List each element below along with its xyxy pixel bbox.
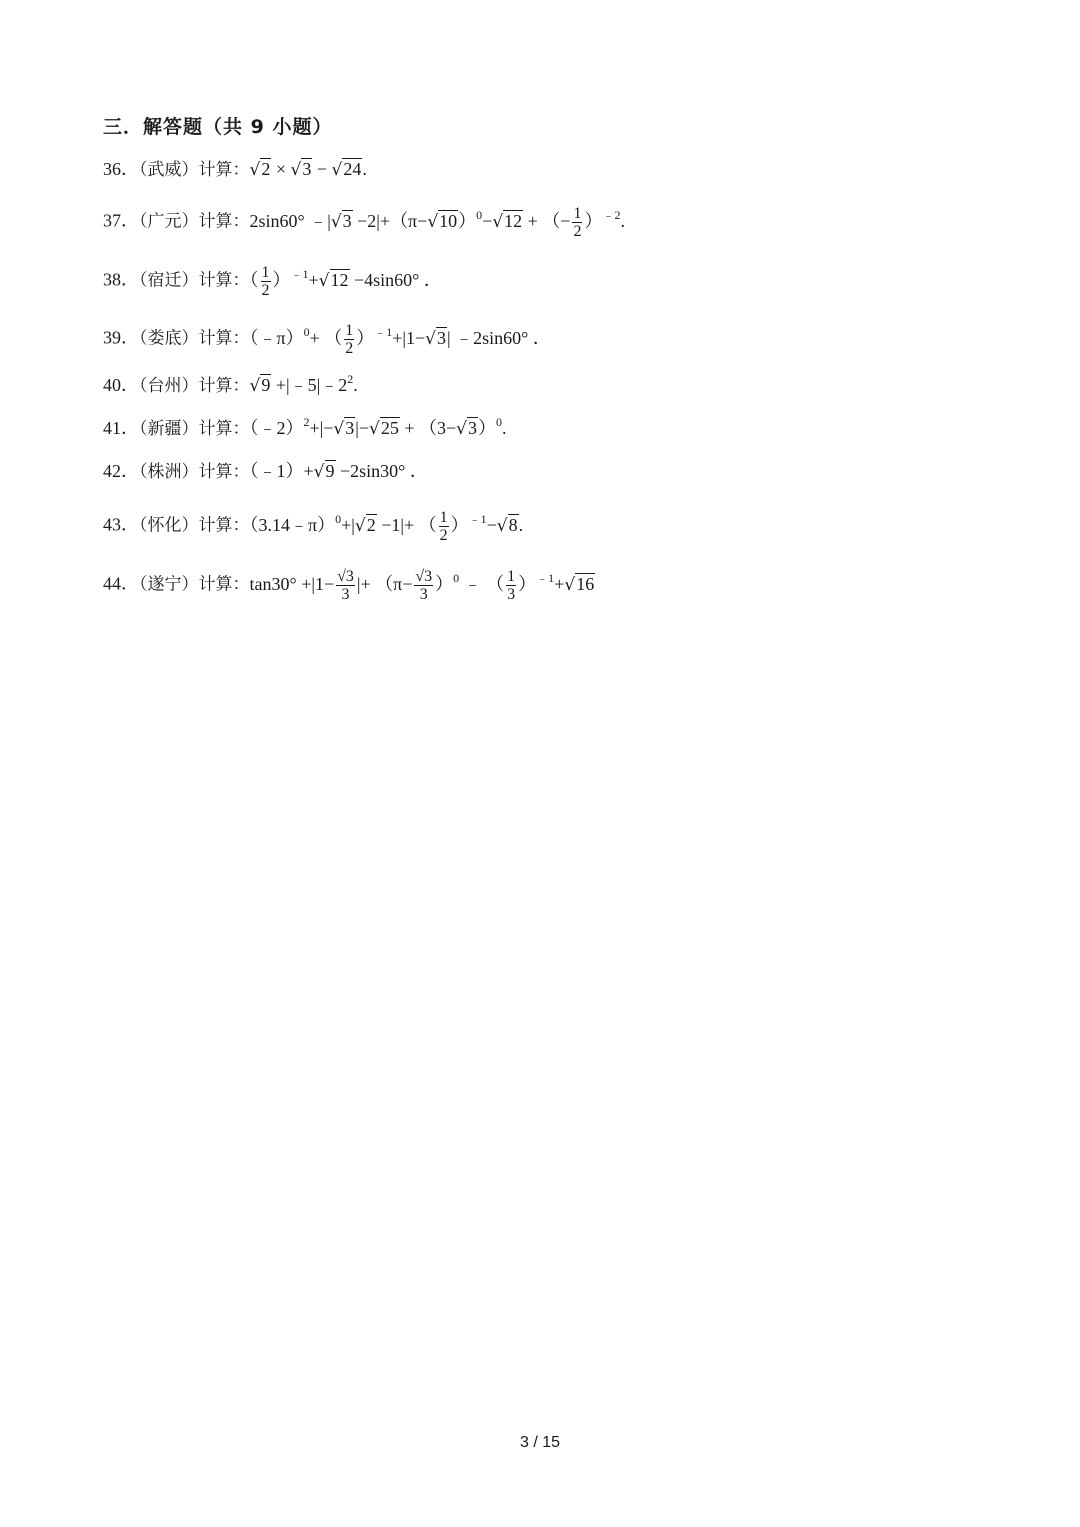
question-lead: 计算：	[198, 376, 250, 396]
sqrt-2: √2	[354, 514, 376, 536]
sqrt-16: √16	[564, 573, 595, 595]
fraction: $\frac{1}{2}$	[573, 205, 582, 240]
question-source: （株洲）	[139, 462, 199, 482]
sqrt-24: √24	[331, 159, 362, 180]
fraction: $\frac{√3}{3}$	[337, 568, 354, 603]
question-source: （宿迁）	[139, 270, 199, 291]
question-number: 40．	[103, 375, 139, 395]
question-37	[103, 205, 625, 240]
expression: 2sin60° ﹣|√3 $-2|+(\pi-√10)^0-√12$ + （− $\frac{1}{2}$ ）$^{﹣2}$.	[249, 205, 625, 240]
question-lead: 计算：	[198, 462, 250, 482]
question-number: 41．	[103, 418, 139, 438]
question-lead: 计算：	[198, 211, 250, 232]
question-number: 38．	[103, 269, 139, 290]
question-source: （台州）	[139, 376, 199, 396]
sqrt-3: √3	[330, 210, 352, 232]
question-lead: 计算：	[198, 328, 250, 349]
sqrt-3: √3	[425, 327, 447, 349]
question-number: 43．	[103, 514, 139, 535]
question-lead: 计算：	[198, 419, 250, 439]
question-lead: 计算：	[198, 160, 250, 180]
sqrt-12: √12	[318, 269, 349, 291]
question-number: 42．	[103, 461, 139, 481]
fraction: $\frac{1}{3}$	[507, 568, 516, 603]
sqrt-8: √8	[496, 514, 518, 536]
sqrt-9: √9	[249, 375, 271, 396]
sqrt-3: √3	[290, 159, 312, 180]
question-43	[103, 509, 523, 544]
question-source: （怀化）	[139, 515, 199, 536]
question-source: （新疆）	[139, 419, 199, 439]
question-number: 36．	[103, 159, 139, 179]
expression: √2 × √3 − √24.	[249, 159, 367, 180]
expression: （﹣2）$^2$+|−√3|−√25 + $(3-√3)^0$.	[249, 415, 507, 439]
expression: （3.14﹣π）$^0$+|√2 −1|+ （ $\frac{1}{2}$ ）$^{﹣1}$−√8.	[249, 509, 524, 544]
question-38	[103, 264, 442, 299]
question-number: 44．	[103, 573, 139, 594]
sqrt-25: √25	[369, 418, 399, 439]
expression: $√9 +|﹣5|﹣2^2$.	[249, 372, 358, 396]
question-44	[103, 568, 595, 603]
fraction: $\frac{1}{2}$	[261, 264, 270, 299]
fraction: $\frac{1}{2}$	[439, 509, 448, 544]
question-39	[103, 322, 551, 357]
expression: （﹣1）+√9 −2sin30° ．	[249, 461, 428, 482]
page-number: 3 / 15	[519, 1434, 561, 1451]
question-36	[103, 157, 367, 182]
fraction: $\frac{√3}{3}$	[415, 568, 433, 603]
sqrt-3: √3	[333, 418, 355, 439]
question-source: （广元）	[139, 211, 199, 232]
question-41	[103, 416, 507, 441]
question-lead: 计算：	[198, 574, 250, 595]
question-lead: 计算：	[198, 515, 250, 536]
question-lead: 计算：	[198, 270, 250, 291]
question-source: （武威）	[139, 160, 199, 180]
expression: （ $\frac{1}{2}$ ）$^{﹣1}$+√12 −4sin60° ．	[249, 264, 442, 299]
question-source: （娄底）	[139, 328, 199, 349]
question-40	[103, 373, 358, 398]
expression: tan30° +|1− $\frac{√3}{3}$ |+ （π− $\frac{√3}{3}$ ）$^0$ ﹣ （ $\frac{1}{3}$ ）$^{﹣1}$+√16	[249, 568, 595, 603]
expression: （﹣π）$^0$+ （ $\frac{1}{2}$ ）$^{﹣1}$+|1−√3| ﹣2sin60° ．	[249, 322, 551, 357]
question-42	[103, 459, 428, 484]
sqrt-2: √2	[249, 159, 271, 180]
section-heading: 三．解答题（共 9 小题）	[103, 116, 333, 138]
sqrt-3: √3	[456, 418, 478, 439]
fraction: $\frac{1}{2}$	[345, 322, 354, 357]
question-number: 37．	[103, 210, 139, 231]
question-number: 39．	[103, 327, 139, 348]
question-source: （遂宁）	[139, 574, 199, 595]
sqrt-9: √9	[313, 461, 335, 482]
sqrt-10: √10	[427, 210, 458, 232]
sqrt-12: √12	[492, 210, 523, 232]
